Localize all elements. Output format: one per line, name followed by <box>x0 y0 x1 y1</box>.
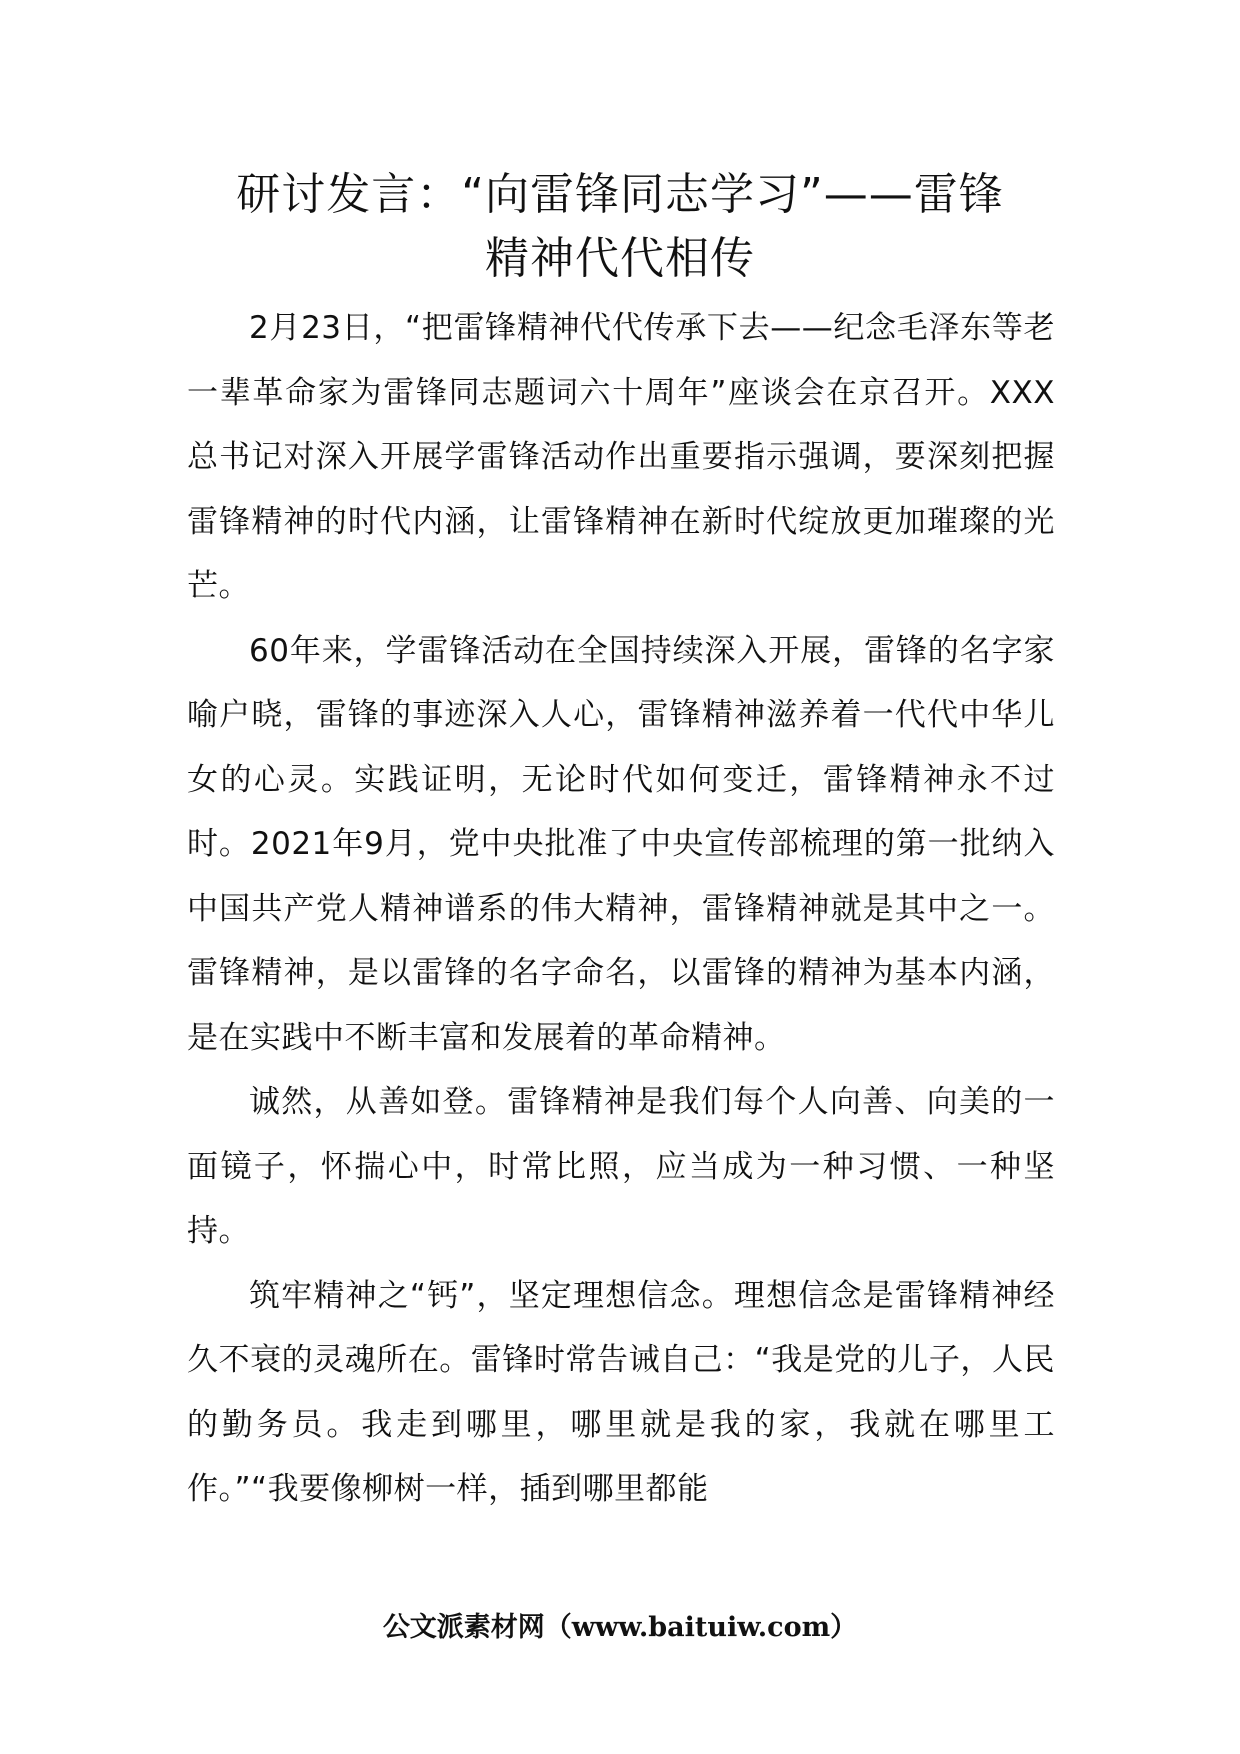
title-line-1: 研讨发言：“向雷锋同志学习”——雷锋 <box>236 169 1004 220</box>
page-footer-watermark: 公文派素材网（www.baituiw.com） <box>382 1612 858 1643</box>
paragraph-1: 2月23日，“把雷锋精神代代传承下去——纪念毛泽东等老一辈革命家为雷锋同志题词六十周年”座谈会在京召开。XXX总书记对深入开展学雷锋活动作出重要指示强调，要深刻把握雷锋精神的时代内涵，让雷锋精神在新时代绽放更加璀璨的光芒。 <box>187 310 1055 604</box>
document-title <box>150 163 1090 291</box>
document-body <box>187 296 1055 1522</box>
title-line-2: 精神代代相传 <box>485 233 755 284</box>
paragraph-3: 诚然，从善如登。雷锋精神是我们每个人向善、向美的一面镜子，怀揣心中，时常比照，应当成为一种习惯、一种坚持。 <box>187 1084 1055 1249</box>
paragraph-4: 筑牢精神之“钙”，坚定理想信念。理想信念是雷锋精神经久不衰的灵魂所在。雷锋时常告诫自己：“我是党的儿子，人民的勤务员。我走到哪里，哪里就是我的家，我就在哪里工作。”“我要像柳树一样，插到哪里都能 <box>187 1277 1055 1507</box>
paragraph-2: 60年来，学雷锋活动在全国持续深入开展，雷锋的名字家喻户晓，雷锋的事迹深入人心，雷锋精神滋养着一代代中华儿女的心灵。实践证明，无论时代如何变迁，雷锋精神永不过时。2021年9月，党中央批准了中央宣传部梳理的第一批纳入中国共产党人精神谱系的伟大精神，雷锋精神就是其中之一。雷锋精神，是以雷锋的名字命名，以雷锋的精神为基本内涵，是在实践中不断丰富和发展着的革命精神。 <box>187 632 1055 1056</box>
